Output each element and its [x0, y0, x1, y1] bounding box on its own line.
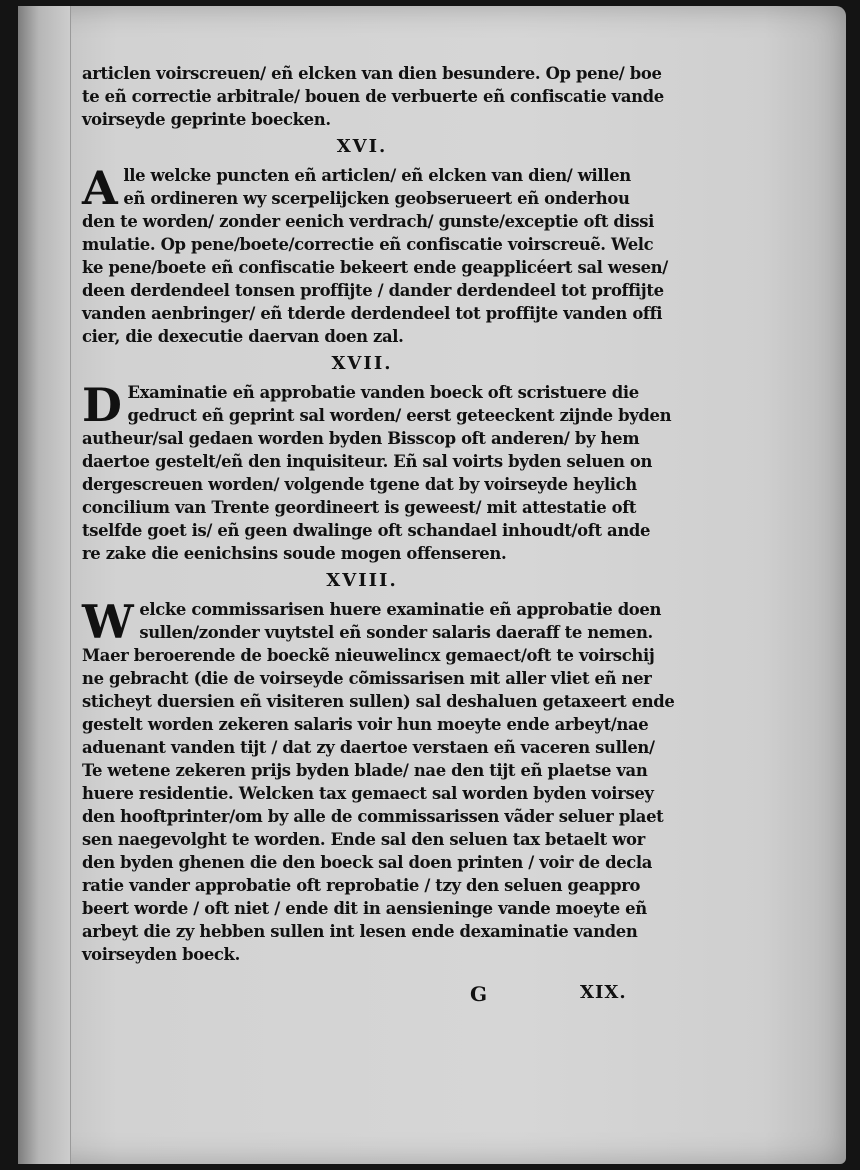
- page-text: [82, 62, 675, 970]
- signature-mark: G: [470, 982, 488, 1006]
- text-line: den hooftprinter/om by alle de commissarissen vãder seluer plaet: [82, 807, 664, 826]
- text-line: aduenant vanden tijt / dat zy daertoe verstaen eñ vaceren sullen/: [82, 738, 655, 757]
- text-line: ke pene/boete eñ confiscatie bekeert ende geapplicéert sal wesen/: [82, 258, 668, 277]
- text-line: te eñ correctie arbitrale/ bouen de verbuerte eñ confiscatie vande: [82, 87, 664, 106]
- initial-letter: W: [82, 595, 134, 649]
- text-line: autheur/sal gedaen worden byden Bisscop oft anderen/ by hem: [82, 429, 640, 448]
- text-line: dergescreuen worden/ volgende tgene dat by voirseyde heylich: [82, 475, 637, 494]
- text-line: tselfde goet is/ eñ geen dwalinge oft schandael inhoudt/oft ande: [82, 521, 651, 540]
- text-line: sullen/zonder vuytstel eñ sonder salaris daeraff te nemen.: [139, 623, 653, 642]
- text-line: Maer beroerende de boeckẽ nieuwelincx gemaect/oft te voirschij: [82, 646, 655, 665]
- text-line: arbeyt die zy hebben sullen int lesen ende dexaminatie vanden: [82, 922, 638, 941]
- text-line: daertoe gestelt/eñ den inquisiteur. Eñ sal voirts byden seluen on: [82, 452, 653, 471]
- initial-letter: D: [82, 378, 122, 432]
- section-paragraph-xviii: [82, 595, 675, 966]
- section-paragraph-xvii: [82, 378, 672, 565]
- text-line: sen naegevolght te worden. Ende sal den seluen tax betaelt wor: [82, 830, 645, 849]
- text-line: mulatie. Op pene/boete/correctie eñ confiscatie voirscreuẽ. Welc: [82, 235, 654, 254]
- text-line: vanden aenbringer/ eñ tderde derdendeel tot proffijte vanden offi: [82, 304, 663, 323]
- binding-edge: [18, 6, 71, 1164]
- text-line: re zake die eenichsins soude mogen offenseren.: [82, 544, 507, 563]
- text-line: voirseyden boeck.: [82, 945, 240, 964]
- text-line: concilium van Trente geordineert is geweest/ mit attestatie oft: [82, 498, 637, 517]
- section-paragraph-xvi: [82, 161, 668, 348]
- text-line: gedruct eñ geprint sal worden/ eerst geteeckent zijnde byden: [127, 406, 672, 425]
- text-line: ratie vander approbatie oft reprobatie / tzy den seluen geappro: [82, 876, 641, 895]
- text-line: den byden ghenen die den boeck sal doen printen / voir de decla: [82, 853, 653, 872]
- initial-letter: A: [82, 161, 118, 215]
- section-heading-xviii: XVIII.: [326, 570, 398, 591]
- text-line: gestelt worden zekeren salaris voir hun moeyte ende arbeyt/nae: [82, 715, 649, 734]
- section-heading-xvi: XVI.: [336, 136, 388, 157]
- text-line: huere residentie. Welcken tax gemaect sal worden byden voirsey: [82, 784, 654, 803]
- top-paragraph: [82, 62, 664, 131]
- text-line: Te wetene zekeren prijs byden blade/ nae den tijt eñ plaetse van: [82, 761, 648, 780]
- text-line: lle welcke puncten eñ articlen/ eñ elcken van dien/ willen: [123, 166, 631, 185]
- text-line: voirseyde geprinte boecken.: [82, 110, 331, 129]
- text-line: articlen voirscreuen/ eñ elcken van dien besundere. Op pene/ boe: [82, 64, 662, 83]
- text-line: sticheyt duersien eñ visiteren sullen) sal deshaluen getaxeert ende: [82, 692, 675, 711]
- text-line: den te worden/ zonder eenich verdrach/ gunste/exceptie oft dissi: [82, 212, 655, 231]
- text-line: beert worde / oft niet / ende dit in aensieninge vande moeyte eñ: [82, 899, 647, 918]
- text-line: cier, die dexecutie daervan doen zal.: [82, 327, 404, 346]
- text-line: eñ ordineren wy scerpelijcken geobserueert eñ onderhou: [123, 189, 630, 208]
- text-line: Examinatie eñ approbatie vanden boeck oft scristuere die: [127, 383, 639, 402]
- text-line: ne gebracht (die de voirseyde cõmissarisen mit aller vliet eñ ner: [82, 669, 652, 688]
- catchword: XIX.: [580, 982, 627, 1003]
- section-heading-xvii: XVII.: [331, 353, 393, 374]
- text-line: elcke commissarisen huere examinatie eñ approbatie doen: [139, 600, 662, 619]
- text-line: deen derdendeel tonsen proffijte / dander derdendeel tot proffijte: [82, 281, 664, 300]
